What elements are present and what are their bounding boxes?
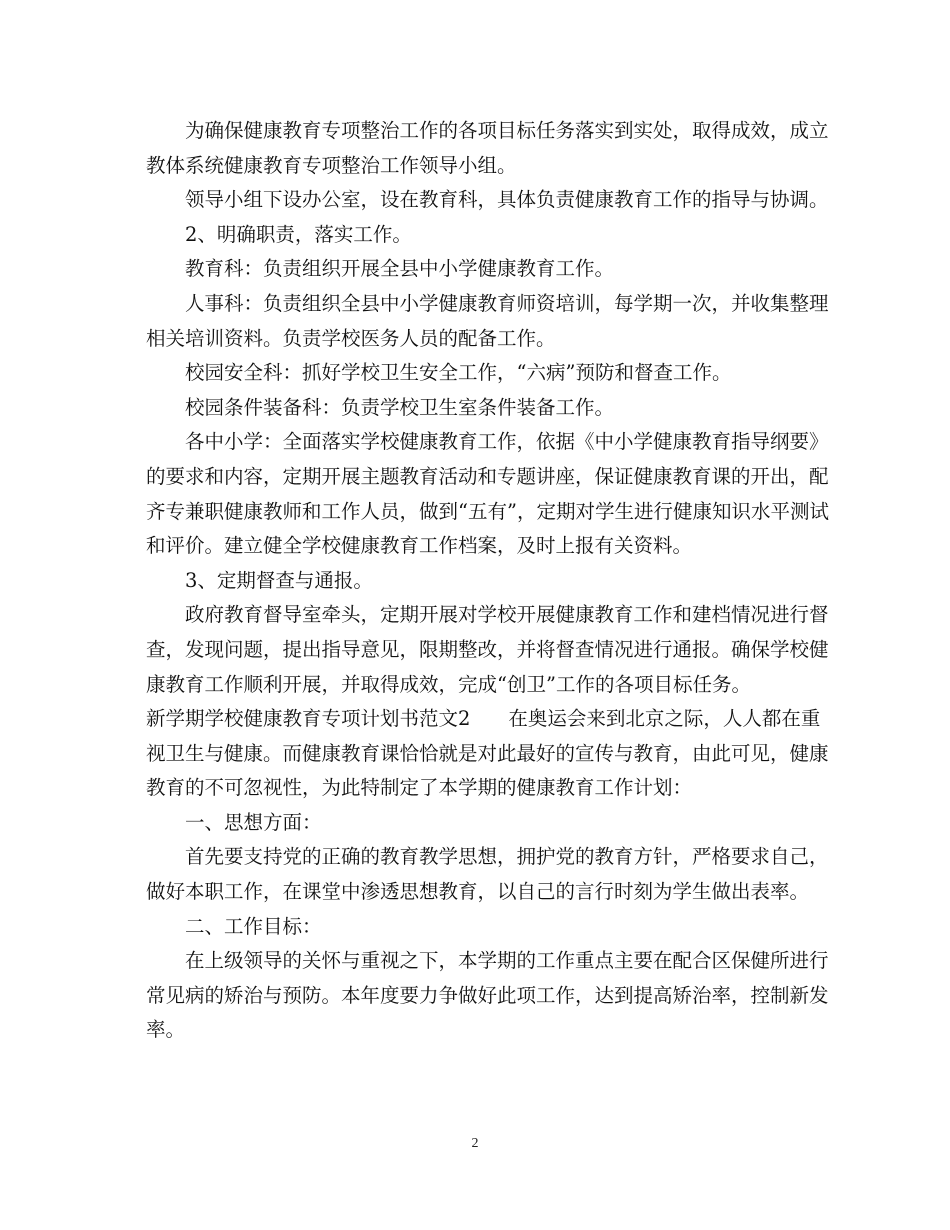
text-line: 率。 bbox=[146, 1018, 186, 1042]
text-line: 做好本职工作，在课堂中渗透思想教育，以自己的言行时刻为学生做出表率。 bbox=[146, 880, 810, 904]
text-line: 教育的不可忽视性，为此特制定了本学期的健康教育工作计划： bbox=[146, 776, 693, 800]
page-number: 2 bbox=[471, 1136, 479, 1151]
text-line: 领导小组下设办公室，设在教育科，具体负责健康教育工作的指导与协调。 bbox=[185, 188, 829, 212]
text-line: 校园条件装备科：负责学校卫生室条件装备工作。 bbox=[185, 395, 615, 419]
text-line: 人事科：负责组织全县中小学健康教育师资培训，每学期一次，并收集整理 bbox=[185, 291, 829, 315]
text-line: 政府教育督导室牵头，定期开展对学校开展健康教育工作和建档情况进行督 bbox=[185, 603, 829, 627]
text-line: 校园安全科：抓好学校卫生安全工作，“六病”预防和督查工作。 bbox=[185, 361, 732, 385]
section-intro-text: 在奥运会来到北京之际，人人都在重 bbox=[508, 707, 821, 731]
text-line: 首先要支持党的正确的教育教学思想，拥护党的教育方针，严格要求自己， bbox=[185, 845, 829, 869]
text-line: 3、定期督查与通报。 bbox=[185, 568, 373, 592]
text-line: 教体系统健康教育专项整治工作领导小组。 bbox=[146, 153, 517, 177]
text-line: 和评价。建立健全学校健康教育工作档案，及时上报有关资料。 bbox=[146, 534, 693, 558]
section-heading-line bbox=[146, 702, 821, 737]
text-line: 视卫生与健康。而健康教育课恰恰就是对此最好的宣传与教育，由此可见，健康 bbox=[146, 741, 829, 765]
text-line: 2、明确职责，落实工作。 bbox=[185, 222, 412, 246]
text-line: 相关培训资料。负责学校医务人员的配备工作。 bbox=[146, 326, 556, 350]
text-line: 教育科：负责组织开展全县中小学健康教育工作。 bbox=[185, 257, 615, 281]
text-line: 康教育工作顺利开展，并取得成效，完成“创卫”工作的各项目标任务。 bbox=[146, 672, 751, 696]
text-line: 为确保健康教育专项整治工作的各项目标任务落实到实处，取得成效，成立 bbox=[185, 119, 829, 142]
text-line: 查，发现问题，提出指导意见，限期整改，并将督查情况进行通报。确保学校健 bbox=[146, 637, 829, 661]
text-line: 一、思想方面： bbox=[185, 810, 322, 834]
paragraph-block-1 bbox=[146, 114, 829, 702]
paragraph-block-2 bbox=[146, 737, 829, 1048]
text-line: 齐专兼职健康教师和工作人员，做到“五有”，定期对学生进行健康知识水平测试 bbox=[146, 499, 829, 523]
text-line: 的要求和内容，定期开展主题教育活动和专题讲座，保证健康教育课的开出，配 bbox=[146, 464, 829, 488]
text-line: 二、工作目标： bbox=[185, 914, 322, 938]
text-line: 在上级领导的关怀与重视之下，本学期的工作重点主要在配合区保健所进行 bbox=[185, 949, 829, 973]
document-body bbox=[146, 114, 829, 1048]
section-title: 新学期学校健康教育专项计划书范文2 bbox=[146, 707, 471, 731]
text-line: 常见病的矫治与预防。本年度要力争做好此项工作，达到提高矫治率，控制新发 bbox=[146, 983, 829, 1007]
text-line: 各中小学：全面落实学校健康教育工作，依据《中小学健康教育指导纲要》 bbox=[185, 430, 829, 454]
